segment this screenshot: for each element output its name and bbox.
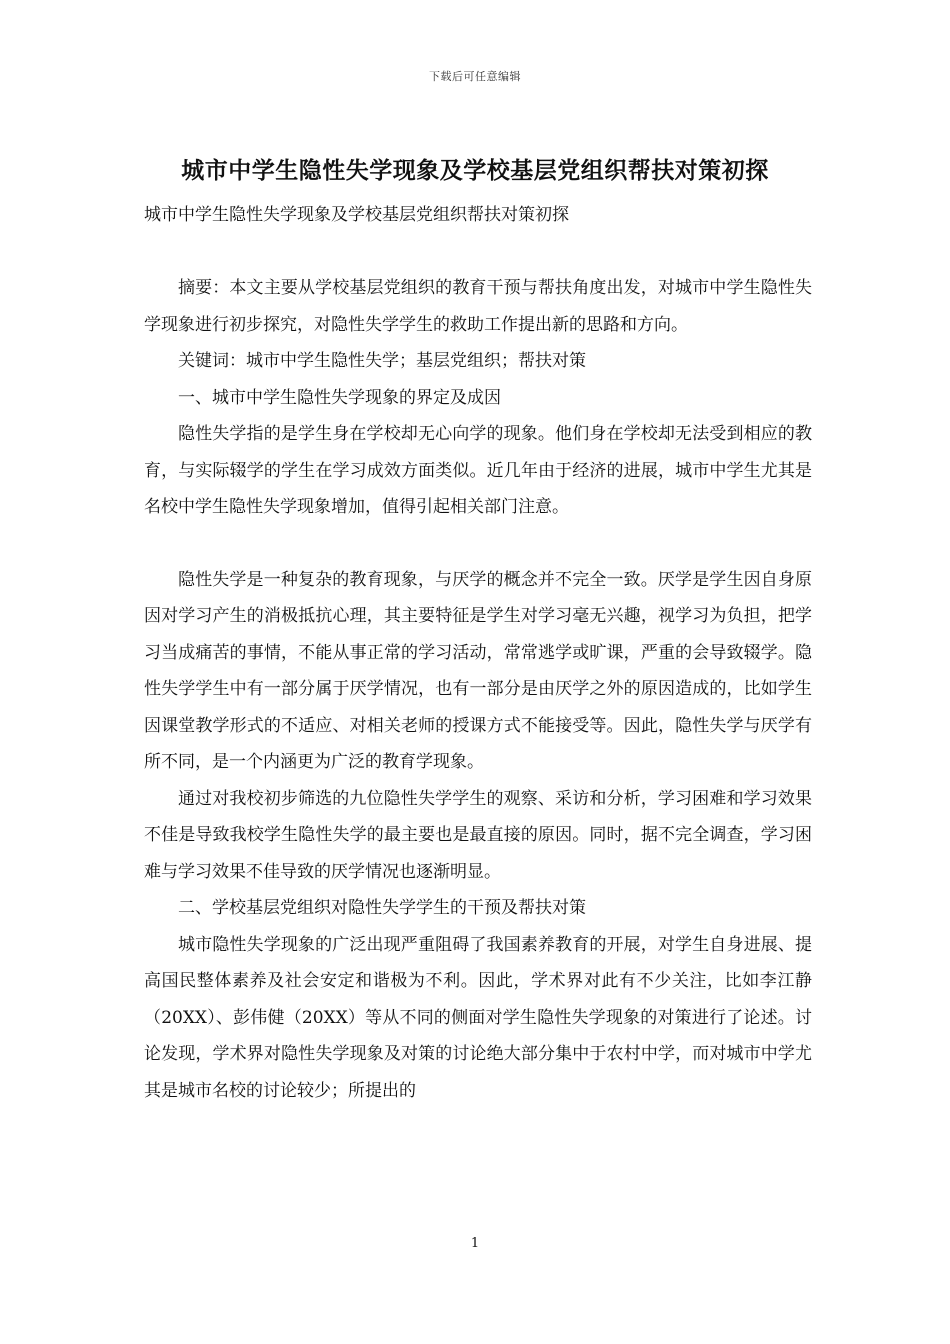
abstract-paragraph: 摘要：本文主要从学校基层党组织的教育干预与帮扶角度出发，对城市中学生隐性失学现象进行初步探究，对隐性失学学生的救助工作提出新的思路和方向。 [144, 278, 812, 335]
body-paragraph: 城市隐性失学现象的广泛出现严重阻碍了我国素养教育的开展，对学生自身进展、提高国民整体素养及社会安定和谐极为不利。因此，学术界对此有不少关注，比如李江静（20XX）、彭伟健（20XX）等从不同的侧面对学生隐性失学现象的对策进行了论述。讨论发现，学术界对隐性失学现象及对策的讨论绝大部分集中于农村中学，而对城市中学尤其是城市名校的讨论较少；所提出的 [144, 934, 812, 1101]
body-paragraph: 隐性失学指的是学生身在学校却无心向学的现象。他们身在学校却无法受到相应的教育，与实际辍学的学生在学习成效方面类似。近几年由于经济的进展，城市中学生尤其是名校中学生隐性失学现象增加，值得引起相关部门注意。 [144, 424, 812, 517]
keywords-paragraph: 关键词：城市中学生隐性失学；基层党组织；帮扶对策 [178, 351, 586, 371]
body-paragraph: 通过对我校初步筛选的九位隐性失学学生的观察、采访和分析，学习困难和学习效果不佳是导致我校学生隐性失学的最主要也是最直接的原因。同时，据不完全调查，学习困难与学习效果不佳导致的厌学情况也逐渐明显。 [144, 788, 812, 882]
section-heading-1: 一、城市中学生隐性失学现象的界定及成因 [178, 387, 501, 408]
document-title: 城市中学生隐性失学现象及学校基层党组织帮扶对策初探 [181, 157, 769, 184]
section-heading-2: 二、学校基层党组织对隐性失学学生的干预及帮扶对策 [178, 898, 586, 918]
document-subtitle: 城市中学生隐性失学现象及学校基层党组织帮扶对策初探 [144, 205, 569, 225]
document-body [144, 270, 812, 1109]
body-paragraph: 隐性失学是一种复杂的教育现象，与厌学的概念并不完全一致。厌学是学生因自身原因对学习产生的消极抵抗心理，其主要特征是学生对学习毫无兴趣，视学习为负担，把学习当成痛苦的事情，不能从事正常的学习活动，常常逃学或旷课，严重的会导致辍学。隐性失学学生中有一部分属于厌学情况，也有一部分是由厌学之外的原因造成的，比如学生因课堂教学形式的不适应、对相关老师的授课方式不能接受等。因此，隐性失学与厌学有所不同，是一个内涵更为广泛的教育学现象。 [144, 569, 812, 772]
header-note: 下载后可任意编辑 [429, 70, 521, 83]
page-number: 1 [470, 1236, 480, 1251]
